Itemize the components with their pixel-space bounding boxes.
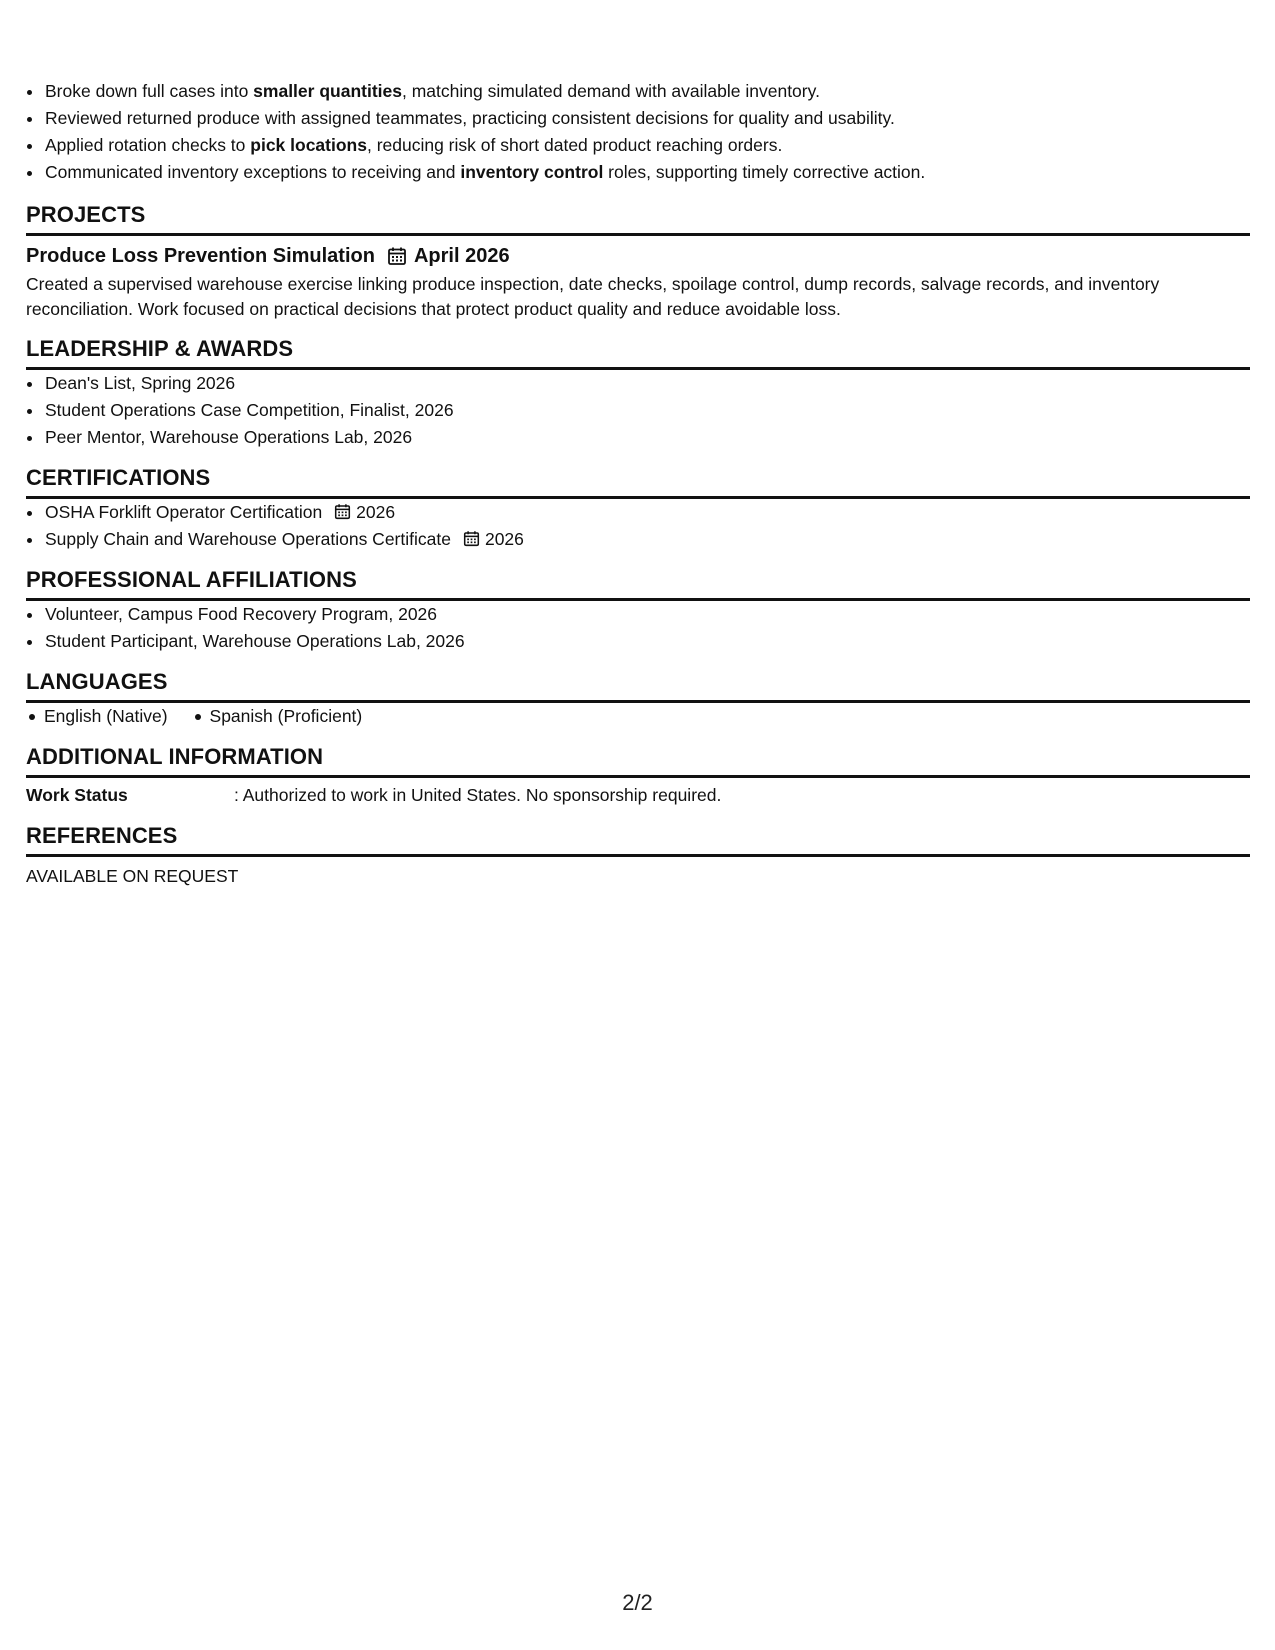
affiliations-heading: PROFESSIONAL AFFILIATIONS [26, 565, 1250, 601]
project-description: Created a supervised warehouse exercise linking produce inspection, date checks, spoilage control, dump records, salvage records, and inventory reconciliation. Work focused on practical decisions that protect product quality and reduce avoidable loss. [26, 274, 1160, 319]
project-header [26, 242, 1250, 270]
leadership-item: • Peer Mentor, Warehouse Operations Lab, 2026 [44, 424, 1250, 451]
bullet-text: , reducing risk of short dated product reaching orders. [366, 135, 783, 155]
certification-item [44, 499, 1250, 526]
leadership-heading: LEADERSHIP & AWARDS [26, 334, 1250, 370]
certification-name: Supply Chain and Warehouse Operations Certificate [45, 529, 451, 549]
bullet-bold-text: inventory control [460, 162, 604, 182]
project-date [387, 242, 510, 270]
affiliation-item: • Volunteer, Campus Food Recovery Program, 2026 [44, 601, 1250, 628]
affiliation-item: • Student Participant, Warehouse Operations Lab, 2026 [44, 628, 1250, 655]
leadership-item: • Dean's List, Spring 2026 [44, 370, 1250, 397]
bullet-text: Communicated inventory exceptions to receiving and [45, 162, 461, 182]
leadership-item: • Student Operations Case Competition, Finalist, 2026 [44, 397, 1250, 424]
certifications-list [26, 499, 1250, 553]
experience-bullet [44, 105, 1250, 132]
certification-year: 2026 [356, 502, 396, 522]
bullet-text: Broke down full cases into [45, 81, 254, 101]
additional-info-heading: ADDITIONAL INFORMATION [26, 742, 1250, 778]
projects-heading: PROJECTS [26, 200, 1250, 236]
experience-bullet [44, 159, 1250, 186]
certification-name: OSHA Forklift Operator Certification [45, 502, 323, 522]
leadership-list [26, 370, 1250, 451]
language-item: English (Native) [26, 703, 168, 730]
work-status-label: Work Status [26, 785, 128, 805]
page-number: 2/2 [622, 1590, 653, 1615]
references-heading: REFERENCES [26, 821, 1250, 857]
calendar-icon [334, 503, 351, 520]
language-item: Spanish (Proficient) [192, 703, 363, 730]
languages-list [26, 703, 1250, 730]
bullet-bold-text: smaller quantities [253, 81, 402, 101]
work-status-row [26, 782, 1250, 809]
affiliations-list [26, 601, 1250, 655]
references-text: AVAILABLE ON REQUEST [26, 866, 239, 886]
bullet-text: , matching simulated demand with available inventory. [401, 81, 820, 101]
work-status-value: : Authorized to work in United States. No sponsorship required. [234, 785, 722, 805]
experience-bullet [44, 78, 1250, 105]
certifications-heading: CERTIFICATIONS [26, 463, 1250, 499]
bullet-text: Reviewed returned produce with assigned teammates, practicing consistent decisions for quality and usability. [45, 108, 895, 128]
project-date-text: April 2026 [413, 245, 510, 267]
resume-page-2 [26, 78, 1250, 890]
certification-item [44, 526, 1250, 553]
bullet-text: Applied rotation checks to [45, 135, 251, 155]
project-name: Produce Loss Prevention Simulation [26, 245, 375, 267]
calendar-icon [387, 246, 407, 266]
experience-bullet-list [26, 78, 1250, 186]
experience-bullet [44, 132, 1250, 159]
bullet-text: roles, supporting timely corrective action. [603, 162, 926, 182]
calendar-icon [463, 530, 480, 547]
certification-year: 2026 [484, 529, 524, 549]
bullet-bold-text: pick locations [250, 135, 367, 155]
languages-heading: LANGUAGES [26, 667, 1250, 703]
